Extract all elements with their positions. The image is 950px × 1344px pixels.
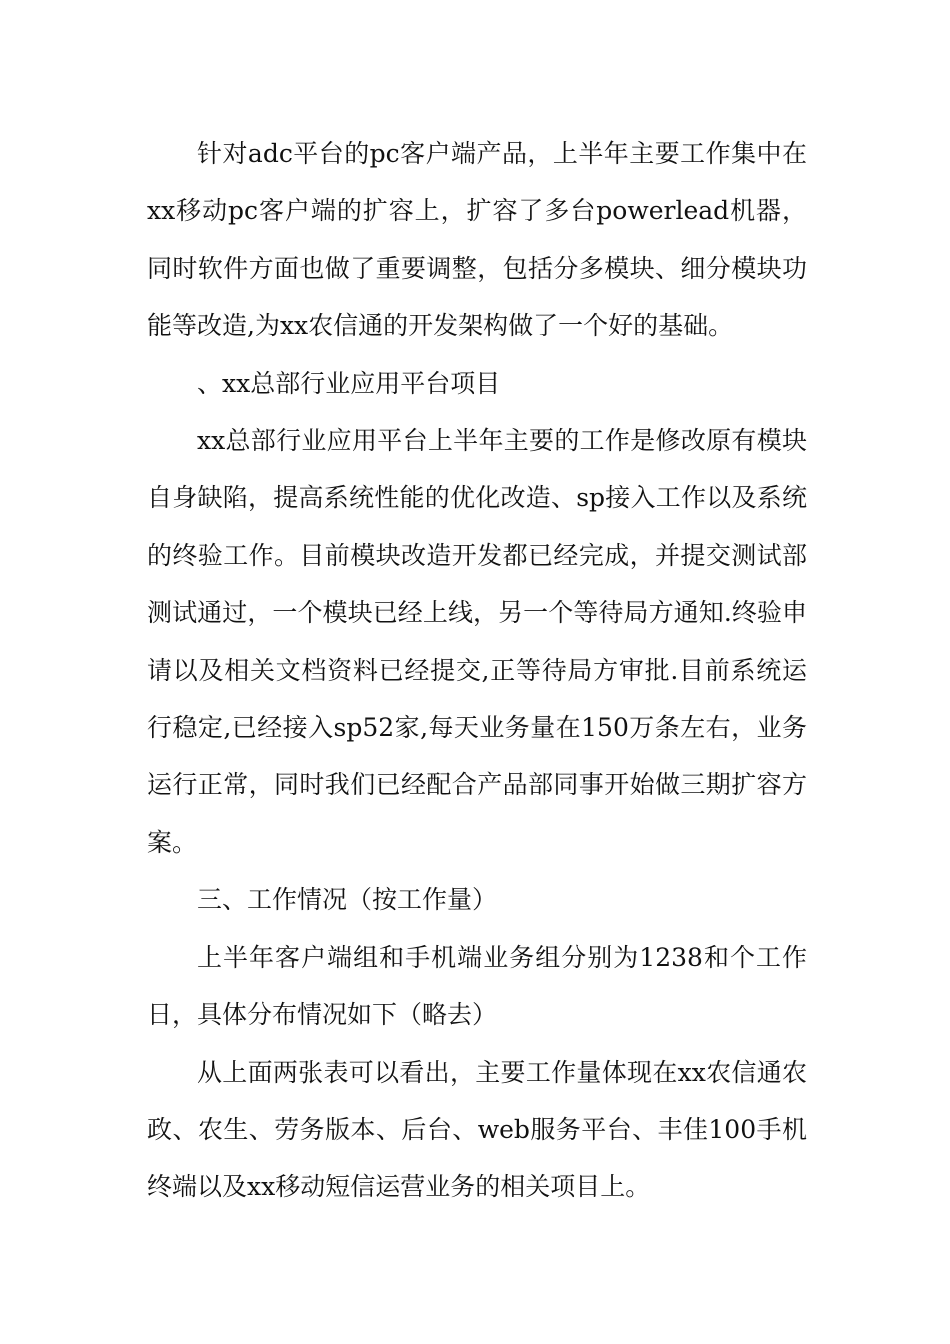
paragraph-platform-work: xx总部行业应用平台上半年主要的工作是修改原有模块自身缺陷，提高系统性能的优化改造、sp接入工作以及系统的终验工作。目前模块改造开发都已经完成，并提交测试部测试通过，一个模块已经上线，另一个等待局方通知.终验申请以及相关文档资料已经提交,正等待局方审批.目前系统运行稳定,已经接入sp52家,每天业务量在150万条左右，业务运行正常，同时我们已经配合产品部同事开始做三期扩容方案。 xyxy=(147,426,807,857)
paragraph-adc-client: 针对adc平台的pc客户端产品，上半年主要工作集中在xx移动pc客户端的扩容上，扩容了多台powerlead机器，同时软件方面也做了重要调整，包括分多模块、细分模块功能等改造,为xx农信通的开发架构做了一个好的基础。 xyxy=(147,139,807,341)
section-heading-platform: 、xx总部行业应用平台项目 xyxy=(197,368,501,398)
document-body xyxy=(147,125,807,1216)
section-heading-work-status: 三、工作情况（按工作量） xyxy=(197,885,498,915)
paragraph-summary: 从上面两张表可以看出，主要工作量体现在xx农信通农政、农生、劳务版本、后台、web服务平台、丰佳100手机终端以及xx移动短信运营业务的相关项目上。 xyxy=(147,1057,807,1202)
paragraph-workdays: 上半年客户端组和手机端业务组分别为1238和个工作日，具体分布情况如下（略去） xyxy=(147,942,807,1030)
